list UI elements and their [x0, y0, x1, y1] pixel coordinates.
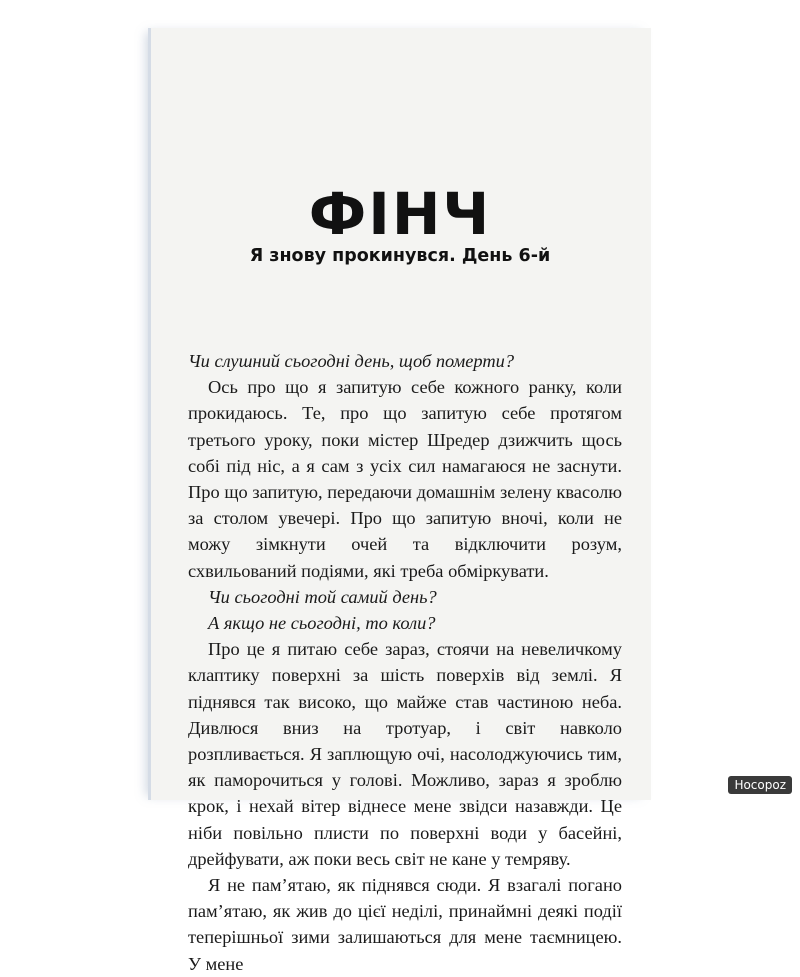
paragraph: Ось про що я запитую себе кожного ранку, коли прокидаюсь. Те, про що запитую себе протягом третього уроку, поки містер Шредер дзижчить щось собі під ніс, а я сам з усіх сил намагаюся не заснути. Про що запитую, передаючи домашнім зелену квасолю за столом увечері. Про що запитую вночі, коли не можу зімкнути очей та відключити розум, схвильований подіями, які треба обміркувати. [188, 377, 622, 581]
paragraph: Я не пам’ятаю, як піднявся сюди. Я взагалі погано пам’ятаю, як жив до цієї неділі, принаймні деякі події теперішньої зими залишаються для мене таємницею. У мене [188, 875, 622, 974]
paragraph: А якщо не сьогодні, то коли? [208, 613, 436, 634]
chapter-title: ФІНЧ [308, 180, 492, 248]
paragraph: Про це я питаю себе зараз, стоячи на невеличкому клаптику поверхні за шість поверхів від землі. Я піднявся так високо, що майже став частиною неба. Дивлюся вниз на тротуар, і світ навколо розпливається. Я заплющую очі, насолоджуючись тим, як паморочиться у голові. Можливо, зараз я зроблю крок, і нехай вітер віднесе мене звідси назавжди. Це ніби повільно плисти по поверхні води у басейні, дрейфувати, аж поки весь світ не кане у темряву. [188, 639, 622, 869]
watermark-logo: Нocopoz [728, 776, 792, 794]
paragraph: Чи сьогодні той самий день? [208, 586, 437, 607]
paragraph: Чи слушний сьогодні день, щоб померти? [188, 351, 515, 371]
chapter-subtitle: Я знову прокинувся. День 6-й [249, 246, 551, 266]
body-text [188, 348, 622, 977]
